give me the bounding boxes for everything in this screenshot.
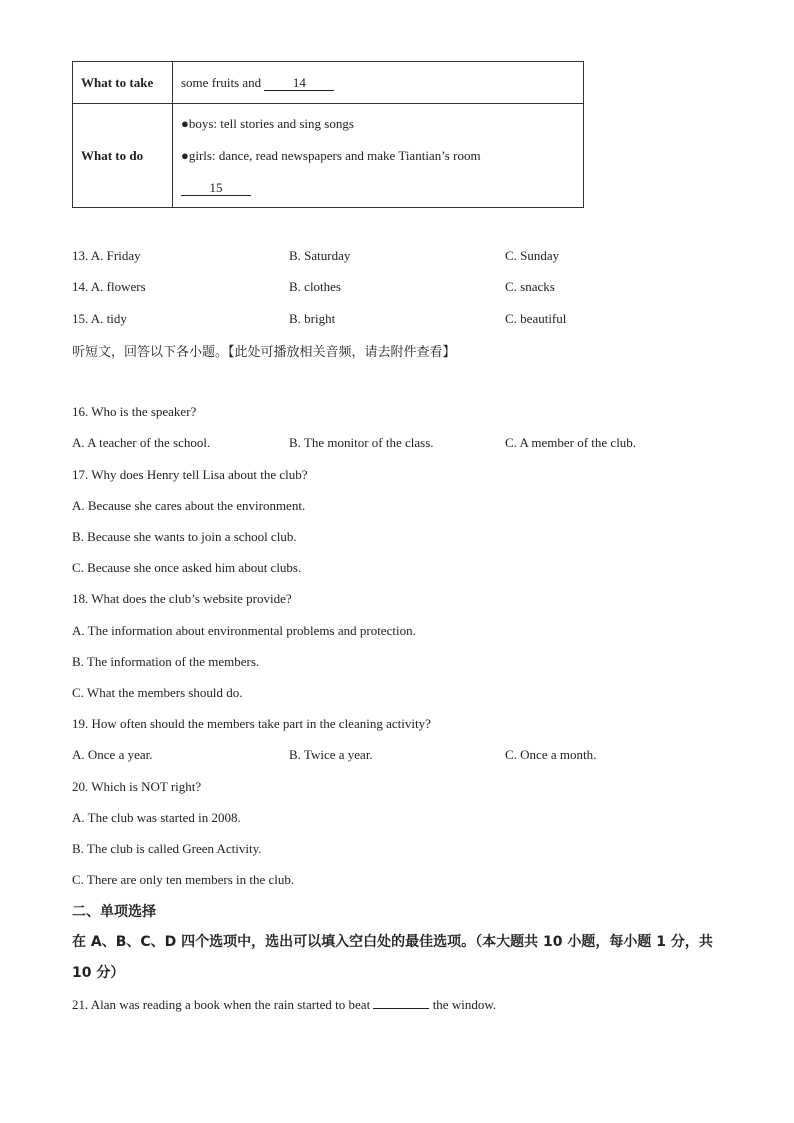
q20-option-a: A. The club was started in 2008. — [72, 810, 241, 825]
cell-line — [181, 172, 583, 204]
q17-stem: 17. Why does Henry tell Lisa about the club? — [72, 467, 308, 482]
cell-line: ●boys: tell stories and sing songs — [181, 115, 354, 131]
q13-option-c: C. Sunday — [505, 248, 560, 263]
q21-text-before: 21. Alan was reading a book when the rain started to beat — [72, 997, 374, 1012]
section-heading: 二、单项选择 — [72, 904, 156, 920]
q13-option-b: B. Saturday — [289, 248, 351, 263]
blank-15: 15 — [181, 181, 251, 196]
q17-option-b: B. Because she wants to join a school club. — [72, 529, 297, 544]
q21-stem — [72, 997, 496, 1013]
cell-text: some fruits and — [181, 74, 265, 90]
q15-option-b: B. bright — [289, 311, 336, 326]
q20-option-c: C. There are only ten members in the club. — [72, 872, 295, 887]
listening-instruction: 听短文，回答以下各小题。【此处可播放相关音频，请去附件查看】 — [72, 345, 456, 360]
row-label: What to take — [73, 62, 173, 104]
q19-option-c: C. Once a month. — [505, 747, 597, 762]
q16-stem: 16. Who is the speaker? — [72, 404, 197, 419]
q18-stem: 18. What does the club’s website provide? — [72, 591, 292, 606]
q18-option-a: A. The information about environmental problems and protection. — [72, 623, 416, 638]
q16-option-b: B. The monitor of the class. — [289, 435, 434, 450]
q18-option-c: C. What the members should do. — [72, 685, 243, 700]
q14-option-c: C. snacks — [505, 279, 555, 294]
info-table — [72, 61, 584, 208]
q19-stem: 19. How often should the members take part in the cleaning activity? — [72, 716, 431, 731]
q19-option-a: A. Once a year. — [72, 747, 153, 762]
q18-option-b: B. The information of the members. — [72, 654, 260, 669]
q15-option-a: 15. A. tidy — [72, 311, 127, 326]
blank-14: 14 — [264, 76, 334, 91]
row-content — [173, 104, 584, 208]
cell-line: ●girls: dance, read newspapers and make Tiantian’s room — [181, 147, 481, 163]
answer-blank — [373, 997, 429, 1009]
q17-option-a: A. Because she cares about the environment. — [72, 498, 306, 513]
q19-option-b: B. Twice a year. — [289, 747, 373, 762]
q21-text-after: the window. — [429, 997, 497, 1012]
q15-option-c: C. beautiful — [505, 311, 567, 326]
q16-option-c: C. A member of the club. — [505, 435, 637, 450]
q13-option-a: 13. A. Friday — [72, 248, 141, 263]
q17-option-c: C. Because she once asked him about clubs. — [72, 560, 302, 575]
q20-option-b: B. The club is called Green Activity. — [72, 841, 262, 856]
section-instruction: 在 A、B、C、D 四个选项中，选出可以填入空白处的最佳选项。（本大题共 10 小题，每小题 1 分，共 10 分） — [72, 934, 713, 981]
q20-stem: 20. Which is NOT right? — [72, 779, 202, 794]
row-content — [173, 62, 584, 104]
table-row — [73, 104, 584, 208]
q16-option-a: A. A teacher of the school. — [72, 435, 211, 450]
table-row — [73, 62, 584, 104]
row-label: What to do — [73, 104, 173, 208]
q14-option-a: 14. A. flowers — [72, 279, 146, 294]
q14-option-b: B. clothes — [289, 279, 341, 294]
